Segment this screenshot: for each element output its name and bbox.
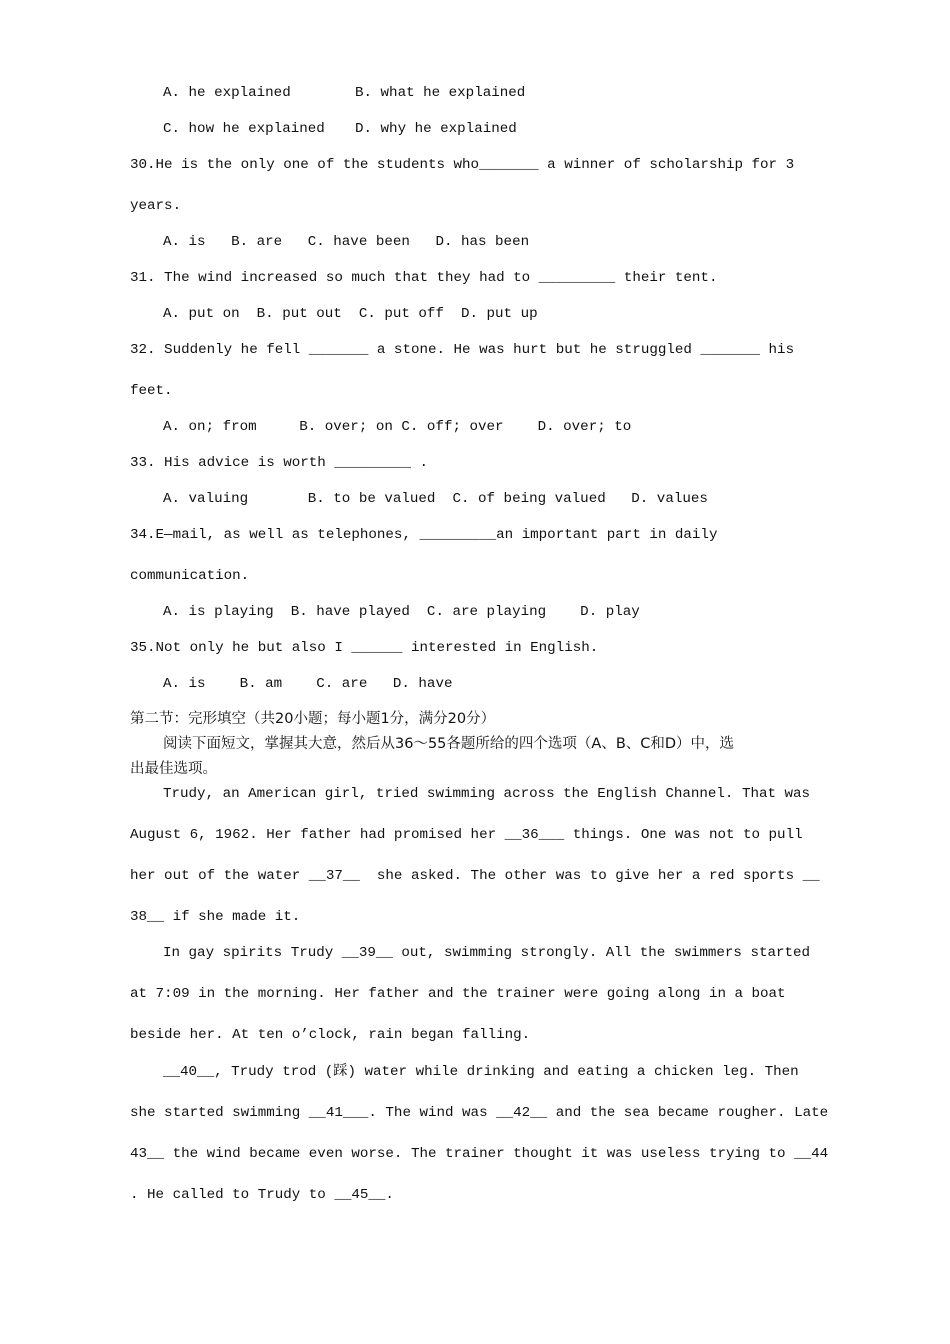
- q29-option-d: D. why he explained: [355, 121, 517, 137]
- q29-option-c: C. how he explained: [163, 121, 325, 137]
- q33-stem: 33. His advice is worth _________ .: [130, 455, 428, 471]
- passage-p3-line3: 43__ the wind became even worse. The trainer thought it was useless trying to __44: [130, 1146, 829, 1162]
- q29-option-a: A. he explained: [163, 85, 291, 101]
- section-instruction-line2: 出最佳选项。: [130, 761, 217, 777]
- q34-stem-line1: 34.E—mail, as well as telephones, _________an important part in daily: [130, 527, 718, 543]
- q30-options: A. is B. are C. have been D. has been: [163, 234, 530, 250]
- q34-stem-line2: communication.: [130, 568, 250, 584]
- q30-stem-line1: 30.He is the only one of the students who_______ a winner of scholarship for 3: [130, 157, 795, 173]
- passage-p1-line4: 38__ if she made it.: [130, 909, 301, 925]
- passage-p2-line2: at 7:09 in the morning. Her father and the trainer were going along in a boat: [130, 986, 786, 1002]
- q32-stem-line1: 32. Suddenly he fell _______ a stone. He was hurt but he struggled _______ his: [130, 342, 795, 358]
- q35-options: A. is B. am C. are D. have: [163, 676, 453, 692]
- q31-options: A. put on B. put out C. put off D. put up: [163, 306, 538, 322]
- passage-p3-line4: . He called to Trudy to __45__.: [130, 1187, 394, 1203]
- q32-stem-line2: feet.: [130, 383, 173, 399]
- passage-p1-line3: her out of the water __37__ she asked. The other was to give her a red sports __: [130, 868, 820, 884]
- section-title: 第二节：完形填空（共20小题；每小题1分，满分20分）: [130, 711, 496, 727]
- section-instruction-line1: 阅读下面短文，掌握其大意，然后从36～55各题所给的四个选项（A、B、C和D）中，选: [163, 736, 735, 752]
- q29-option-b: B. what he explained: [355, 85, 526, 101]
- q32-options: A. on; from B. over; on C. off; over D. over; to: [163, 419, 632, 435]
- q33-options: A. valuing B. to be valued C. of being valued D. values: [163, 491, 708, 507]
- q34-options: A. is playing B. have played C. are playing D. play: [163, 604, 640, 620]
- q30-stem-line2: years.: [130, 198, 182, 214]
- q35-stem: 35.Not only he but also I ______ interested in English.: [130, 640, 599, 656]
- q31-stem: 31. The wind increased so much that they had to _________ their tent.: [130, 270, 718, 286]
- passage-p1-line1: Trudy, an American girl, tried swimming across the English Channel. That was: [163, 786, 811, 802]
- passage-p2-line3: beside her. At ten o’clock, rain began falling.: [130, 1027, 531, 1043]
- passage-p3-line1: __40__, Trudy trod (踩) water while drinking and eating a chicken leg. Then: [163, 1064, 799, 1080]
- passage-p1-line2: August 6, 1962. Her father had promised her __36___ things. One was not to pull: [130, 827, 803, 843]
- passage-p3-line2: she started swimming __41___. The wind was __42__ and the sea became rougher. Late: [130, 1105, 829, 1121]
- passage-p2-line1: In gay spirits Trudy __39__ out, swimming strongly. All the swimmers started: [163, 945, 811, 961]
